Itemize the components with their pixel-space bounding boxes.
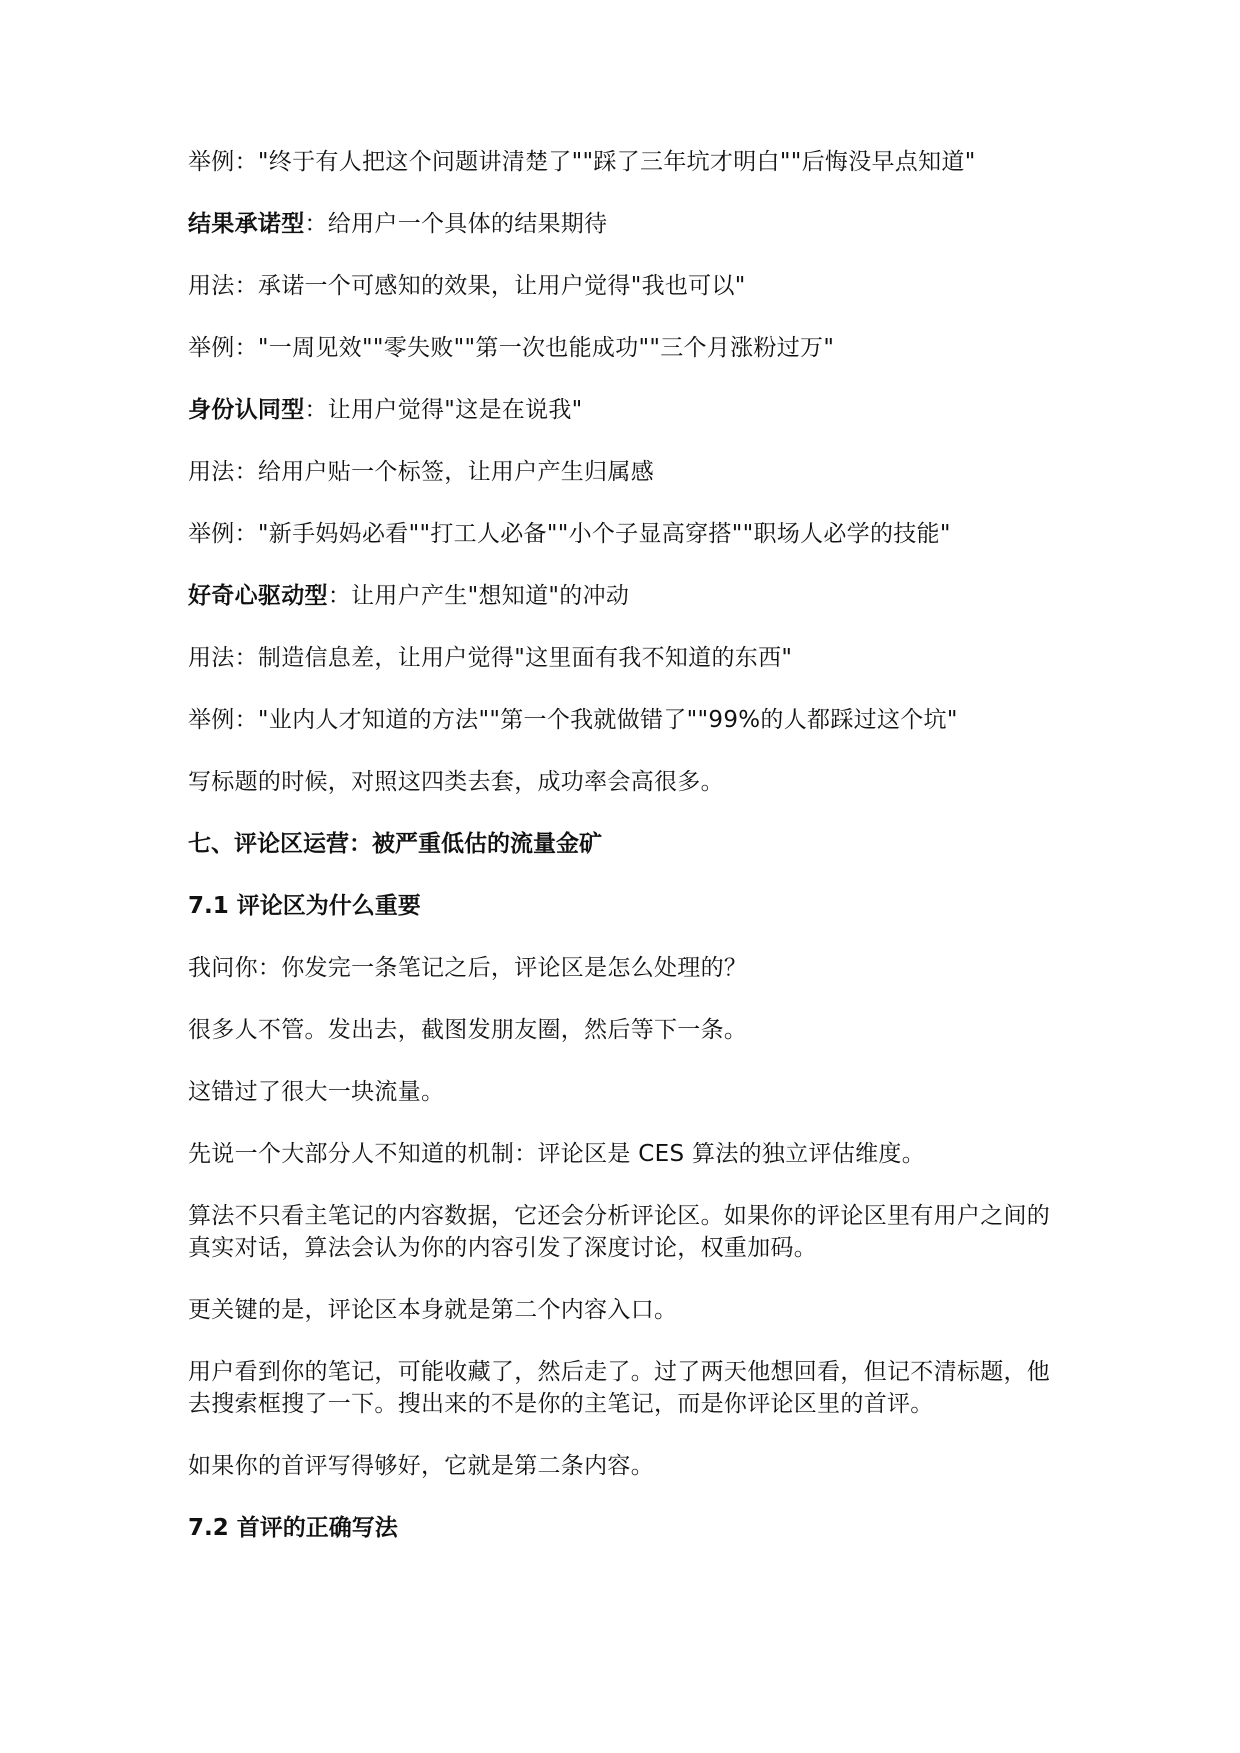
type-description: ：让用户觉得"这是在说我" [304,397,583,423]
body-paragraph: 算法不只看主笔记的内容数据，它还会分析评论区。如果你的评论区里有用户之间的真实对话，算法会认为你的内容引发了深度讨论，权重加码。 [188,1203,1051,1261]
body-paragraph: 更关键的是，评论区本身就是第二个内容入口。 [188,1297,678,1323]
type-definition-paragraph [188,394,1068,426]
usage-paragraph: 用法：给用户贴一个标签，让用户产生归属感 [188,459,654,485]
usage-paragraph: 用法：制造信息差，让用户觉得"这里面有我不知道的东西" [188,645,793,671]
summary-paragraph: 写标题的时候，对照这四类去套，成功率会高很多。 [188,769,724,795]
example-paragraph: 举例："终于有人把这个问题讲清楚了""踩了三年坑才明白""后悔没早点知道" [188,149,976,175]
type-term: 身份认同型 [188,397,305,423]
example-paragraph: 举例："一周见效""零失败""第一次也能成功""三个月涨粉过万" [188,335,835,361]
body-paragraph: 很多人不管。发出去，截图发朋友圈，然后等下一条。 [188,1017,748,1043]
document-body [188,146,1068,1544]
body-paragraph: 我问你：你发完一条笔记之后，评论区是怎么处理的？ [188,955,748,981]
usage-paragraph: 用法：承诺一个可感知的效果，让用户觉得"我也可以" [188,273,746,299]
body-paragraph: 如果你的首评写得够好，它就是第二条内容。 [188,1453,654,1479]
subsection-heading: 7.1 评论区为什么重要 [188,893,421,919]
type-description: ：给用户一个具体的结果期待 [304,211,608,237]
body-paragraph: 用户看到你的笔记，可能收藏了，然后走了。过了两天他想回看，但记不清标题，他去搜索框搜了一下。搜出来的不是你的主笔记，而是你评论区里的首评。 [188,1359,1051,1417]
type-definition-paragraph [188,580,1068,612]
type-definition-paragraph [188,208,1068,240]
body-paragraph: 这错过了很大一块流量。 [188,1079,445,1105]
subsection-heading: 7.2 首评的正确写法 [188,1515,398,1541]
type-term: 好奇心驱动型 [188,583,328,609]
type-description: ：让用户产生"想知道"的冲动 [327,583,630,609]
section-heading: 七、评论区运营：被严重低估的流量金矿 [188,831,602,857]
body-paragraph: 先说一个大部分人不知道的机制：评论区是 CES 算法的独立评估维度。 [188,1141,926,1167]
example-paragraph: 举例："业内人才知道的方法""第一个我就做错了""99%的人都踩过这个坑" [188,707,958,733]
type-term: 结果承诺型 [188,211,305,237]
example-paragraph: 举例："新手妈妈必看""打工人必备""小个子显高穿搭""职场人必学的技能" [188,521,951,547]
